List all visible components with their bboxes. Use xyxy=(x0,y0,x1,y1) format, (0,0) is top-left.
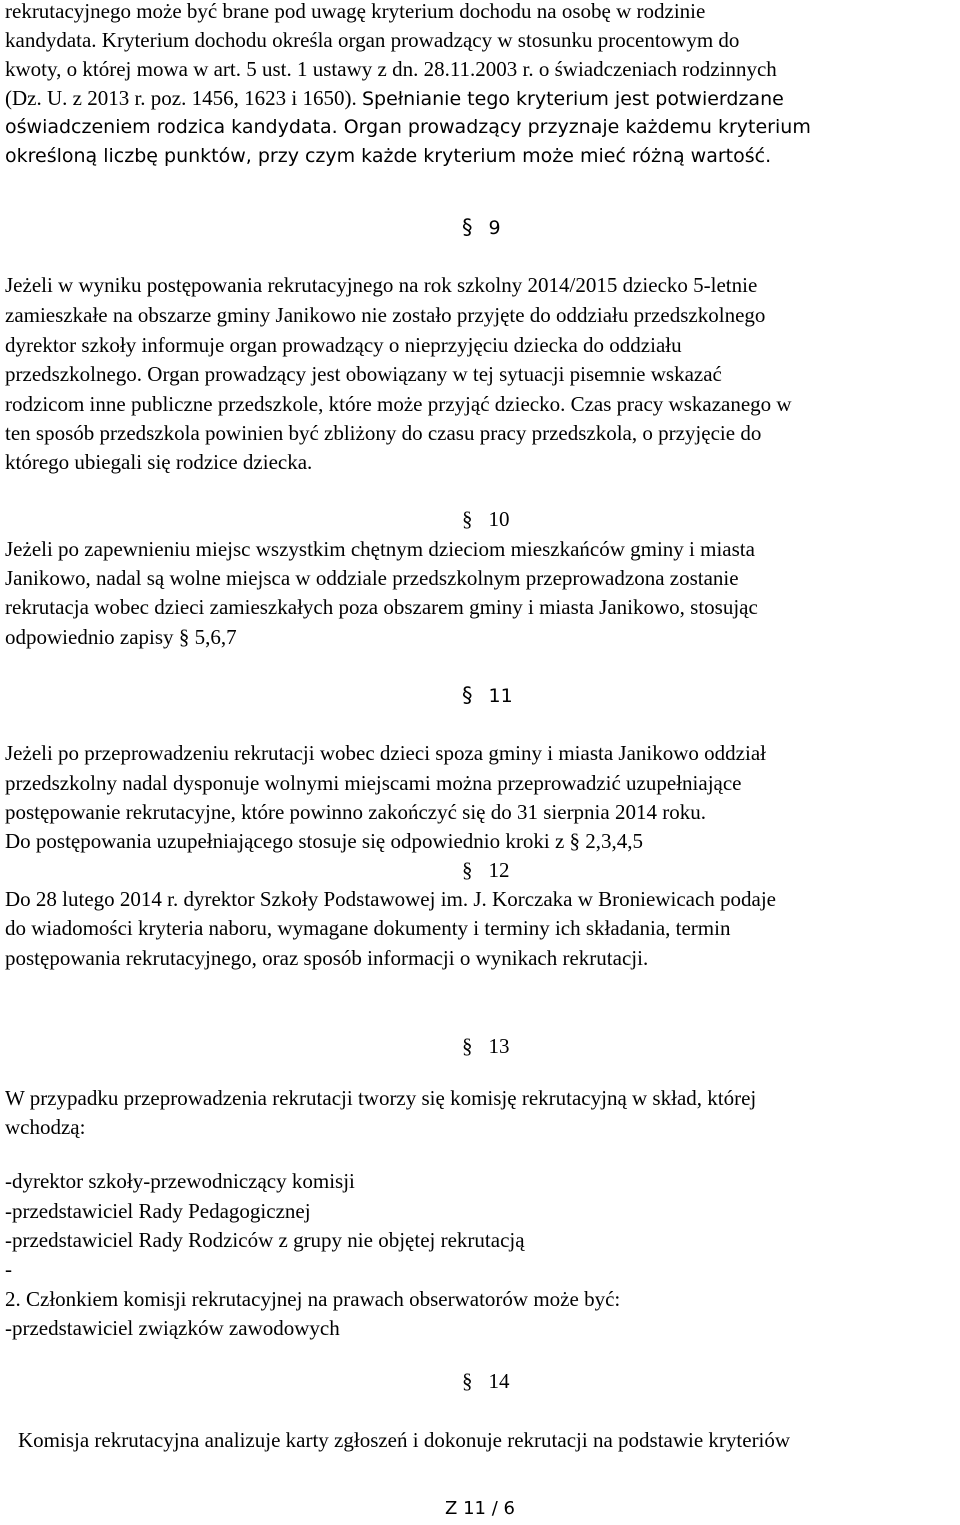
section-14-heading xyxy=(462,1367,510,1396)
section-11-line-3: postępowanie rekrutacyjne, które powinno zakończyć się do 31 sierpnia 2014 roku. xyxy=(5,800,706,824)
section-9-line-2: zamieszkałe na obszarze gminy Janikowo nie zostało przyjęte do oddziału przedszkolnego xyxy=(5,303,766,327)
section-12-line-1: Do 28 lutego 2014 r. dyrektor Szkoły Podstawowej im. J. Korczaka w Broniewicach podaje xyxy=(5,887,777,911)
intro-line-1: rekrutacyjnego może być brane pod uwagę kryterium dochodu na osobę w rodzinie xyxy=(5,0,706,23)
page-footer: Z 11 / 6 xyxy=(445,1498,515,1519)
section-13-number: 13 xyxy=(488,1034,510,1058)
section-9-line-3: dyrektor szkoły informuje organ prowadzący o nieprzyjęciu dziecka do oddziału xyxy=(5,333,682,357)
intro-line-5 xyxy=(5,113,811,142)
intro-line-4-tail: Spełnianie tego kryterium jest potwierdzane xyxy=(361,88,784,110)
section-sign-icon: § xyxy=(462,683,473,707)
section-14-line-1: Komisja rekrutacyjna analizuje karty zgłoszeń i dokonuje rekrutacji na podstawie kryteriów xyxy=(18,1428,791,1452)
section-11-number: 11 xyxy=(488,685,513,707)
section-10-heading xyxy=(462,505,510,534)
section-13-line-1: W przypadku przeprowadzenia rekrutacji tworzy się komisję rekrutacyjną w skład, której xyxy=(5,1086,757,1110)
section-10-line-4 xyxy=(5,623,237,652)
section-13-line-6: - xyxy=(5,1257,12,1281)
section-sign-icon: § xyxy=(462,507,473,531)
section-13-line-7: 2. Członkiem komisji rekrutacyjnej na prawach obserwatorów może być: xyxy=(5,1287,621,1311)
intro-line-6: określoną liczbę punktów, przy czym każde kryterium może mieć różną wartość. xyxy=(5,145,772,167)
section-10-line-2: Janikowo, nadal są wolne miejsca w oddziale przedszkolnym przeprowadzona zostanie xyxy=(5,566,739,590)
section-sign-icon: § xyxy=(462,1034,473,1058)
intro-line-5-tail: Organ prowadzący przyznaje każdemu kryterium xyxy=(343,116,811,138)
section-10-line-1: Jeżeli po zapewnieniu miejsc wszystkim chętnym dzieciom mieszkańców gminy i miasta xyxy=(5,537,755,561)
section-13-line-5: -przedstawiciel Rady Rodziców z grupy nie objętej rekrutacją xyxy=(5,1228,525,1252)
intro-line-2: kandydata. Kryterium dochodu określa organ prowadzący w stosunku procentowym do xyxy=(5,28,740,52)
section-12-number: 12 xyxy=(488,858,510,882)
section-10-ref: 5,6,7 xyxy=(194,625,237,649)
section-14-number: 14 xyxy=(488,1369,510,1393)
section-9-line-5: rodzicom inne publiczne przedszkole, które może przyjąć dziecko. Czas pracy wskazanego w xyxy=(5,392,792,416)
section-sign-icon: § xyxy=(462,1369,473,1393)
section-sign-icon: § xyxy=(462,858,473,882)
section-9-line-7: którego ubiegali się rodzice dziecka. xyxy=(5,450,313,474)
section-11-line-4-text: Do postępowania uzupełniającego stosuje się odpowiednio kroki z xyxy=(5,829,565,853)
intro-line-4 xyxy=(5,84,784,114)
section-9-line-6: ten sposób przedszkola powinien być zbliżony do czasu pracy przedszkola, o przyjęcie do xyxy=(5,421,762,445)
section-13-line-8: -przedstawiciel związków zawodowych xyxy=(5,1316,340,1340)
section-sign-icon: § xyxy=(178,625,190,649)
intro-line-4-text: (Dz. U. z 2013 r. poz. 1456, 1623 i 1650). xyxy=(5,86,357,110)
section-11-heading xyxy=(462,681,513,711)
section-12-line-2: do wiadomości kryteria naboru, wymagane dokumenty i terminy ich składania, termin xyxy=(5,916,731,940)
section-10-line-3: rekrutacja wobec dzieci zamieszkałych poza obszarem gminy i miasta Janikowo, stosując xyxy=(5,595,758,619)
section-11-ref: 2,3,4,5 xyxy=(585,829,644,853)
section-sign-icon: § xyxy=(569,829,581,853)
section-10-number: 10 xyxy=(488,507,510,531)
section-13-line-2: wchodzą: xyxy=(5,1115,86,1139)
section-13-line-4: -przedstawiciel Rady Pedagogicznej xyxy=(5,1199,311,1223)
section-9-heading xyxy=(462,213,501,243)
section-12-line-3: postępowania rekrutacyjnego, oraz sposób informacji o wynikach rekrutacji. xyxy=(5,946,649,970)
section-11-line-4 xyxy=(5,827,643,856)
section-9-line-4: przedszkolnego. Organ prowadzący jest obowiązany w tej sytuacji pisemnie wskazać xyxy=(5,362,722,386)
section-10-line-4-text: odpowiednio zapisy xyxy=(5,625,174,649)
intro-line-5-text: oświadczeniem rodzica kandydata. xyxy=(5,116,338,138)
section-13-heading xyxy=(462,1032,510,1061)
section-sign-icon: § xyxy=(462,215,473,239)
section-9-line-1: Jeżeli w wyniku postępowania rekrutacyjnego na rok szkolny 2014/2015 dziecko 5-letnie xyxy=(5,273,758,297)
section-9-number: 9 xyxy=(488,217,501,239)
section-13-line-3: -dyrektor szkoły-przewodniczący komisji xyxy=(5,1169,355,1193)
section-12-heading xyxy=(462,856,510,885)
intro-line-3: kwoty, o której mowa w art. 5 ust. 1 ustawy z dn. 28.11.2003 r. o świadczeniach rodzinnych xyxy=(5,57,777,81)
section-11-line-1: Jeżeli po przeprowadzeniu rekrutacji wobec dzieci spoza gminy i miasta Janikowo oddział xyxy=(5,741,766,765)
section-11-line-2: przedszkolny nadal dysponuje wolnymi miejscami można przeprowadzić uzupełniające xyxy=(5,771,742,795)
